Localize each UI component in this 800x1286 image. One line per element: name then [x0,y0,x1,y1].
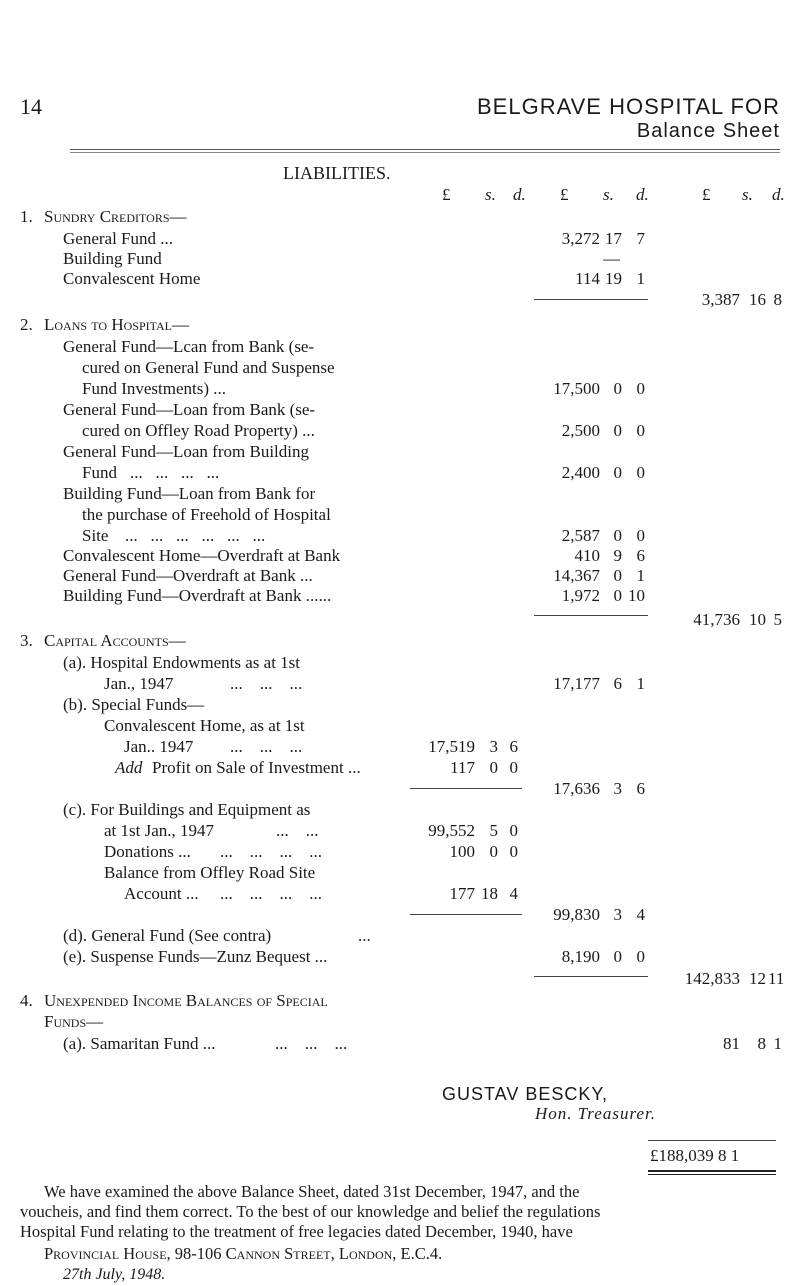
s1-gf-pence: 7 [636,229,645,248]
s2-l5: Convalescent Home—Overdraft at Bank [63,546,341,565]
s3-b-total-pounds: 17,636 [553,779,600,798]
s3-c2-pounds: 99,552 [428,821,475,840]
s1-bf-amount: — [603,249,620,268]
s4-a-pounds: 81 [723,1034,740,1053]
s3-c-subtotal-rule [410,914,522,915]
s2-l3-pounds: 2,400 [561,463,600,482]
s2-l4c: Site [82,526,109,545]
s2-total-shillings: 10 [749,610,766,629]
s1-gf-pounds: 3,272 [561,229,600,248]
s3-subtotal-rule [534,976,648,977]
section2-title: Loans to Hospital— [44,315,189,334]
s3-c2-shillings: 5 [489,821,498,840]
s1-convalescent: Convalescent Home [63,269,201,288]
s2-l4b: the purchase of Freehold of Hospital [82,505,331,524]
s3-b1: (b). Special Funds— [63,695,205,714]
s3-b-total-shillings: 3 [613,779,622,798]
s2-l7: Building Fund—Overdraft at Bank ...... [63,586,332,605]
auditors-line1: We have examined the above Balance Sheet, dated 31st December, 1947, and the [44,1182,580,1201]
s2-l4-pence: 0 [636,526,645,545]
s1-total-pence: 8 [773,290,782,309]
page-title: BELGRAVE HOSPITAL FOR [477,94,780,119]
col3-pound: £ [702,185,711,204]
section4-number: 4. [20,991,33,1010]
section3-title: Capital Accounts— [44,631,186,650]
s3-a-pence: 1 [636,674,645,693]
s3-c5-leader: ... ... ... ... [220,884,322,903]
s2-l1-pounds: 17,500 [553,379,600,398]
header-rule-2 [70,152,780,153]
s3-d-leader: ... [358,926,371,945]
s3-e-pounds: 8,190 [561,947,600,966]
s2-l2b: cured on Offley Road Property) ... [82,421,315,440]
s2-l2-pence: 0 [636,421,645,440]
header-rule [70,149,780,150]
s1-ch-pounds: 114 [575,269,600,288]
s2-l6: General Fund—Overdraft at Bank ... [63,566,313,585]
signature-role: Hon. Treasurer. [535,1104,656,1123]
s3-e: (e). Suspense Funds—Zunz Bequest ... [63,947,328,966]
s2-l7-pounds: 1,972 [561,586,600,605]
s3-c2-pence: 0 [509,821,518,840]
col1-shilling: s. [485,185,496,204]
s2-l3-leader: ... ... ... ... [130,463,220,482]
s1-general-fund: General Fund ... [63,229,174,248]
s3-c4: Balance from Offley Road Site [104,863,316,882]
s1-ch-pence: 1 [636,269,645,288]
s3-a-shillings: 6 [613,674,622,693]
s2-l5-pence: 6 [636,546,645,565]
s4-a-leader: ... ... ... [275,1034,348,1053]
s3-b-subtotal-rule [410,788,522,789]
s3-b3-pounds: 17,519 [428,737,475,756]
s3-b4: Profit on Sale of Investment ... [152,758,361,777]
col2-pound: £ [560,185,569,204]
s2-l4-leader: ... ... ... ... ... ... [125,526,266,545]
s2-l3-shillings: 0 [613,463,622,482]
s3-b4-pounds: 117 [450,758,475,777]
s3-c5-shillings: 18 [481,884,498,903]
s3-c1: (c). For Buildings and Equipment as [63,800,311,819]
s2-l3a: General Fund—Loan from Building [63,442,309,461]
s3-c3-shillings: 0 [489,842,498,861]
col3-shilling: s. [742,185,753,204]
s3-c-total-pounds: 99,830 [553,905,600,924]
s3-b3-leader: ... ... ... [230,737,303,756]
s3-c3: Donations ... [104,842,191,861]
col2-shilling: s. [603,185,614,204]
s2-l6-pence: 1 [636,566,645,585]
section4-title2: Funds— [44,1012,104,1031]
s3-e-pence: 0 [636,947,645,966]
grand-total-double-rule-2 [648,1174,776,1175]
signature-name: GUSTAV BESCKY, [442,1084,609,1104]
grand-total: £188,039 8 1 [650,1146,740,1165]
s3-b4-shillings: 0 [489,758,498,777]
col1-pound: £ [442,185,451,204]
section1-number: 1. [20,207,33,226]
s2-l5-shillings: 9 [613,546,622,565]
s1-building-fund: Building Fund [63,249,162,268]
s3-c3-leader: ... ... ... ... [220,842,322,861]
s1-gf-shillings: 17 [605,229,622,248]
s3-b3-pence: 6 [509,737,518,756]
section3-number: 3. [20,631,33,650]
liabilities-heading: LIABILITIES. [283,163,391,183]
s3-c2: at 1st Jan., 1947 [104,821,215,840]
s3-c5-pounds: 177 [449,884,475,903]
auditors-line2: voucheis, and find them correct. To the best of our knowledge and belief the regulations [20,1202,601,1221]
s3-b-total-pence: 6 [636,779,645,798]
col3-pence: d. [772,185,785,204]
s3-c3-pounds: 100 [449,842,475,861]
s2-l7-shillings: 0 [613,586,622,605]
s3-c-total-pence: 4 [636,905,645,924]
s4-a-shillings: 8 [757,1034,766,1053]
s2-l4-shillings: 0 [613,526,622,545]
s4-a-pence: 1 [773,1034,782,1053]
s3-total-shillings: 12 [749,969,766,988]
s2-total-pence: 5 [773,610,782,629]
section4-title1: Unexpended Income Balances of Special [44,991,328,1010]
s2-l1a: General Fund—Lcan from Bank (se- [63,337,315,356]
s2-l6-shillings: 0 [613,566,622,585]
s2-l3b: Fund [82,463,117,482]
s2-l2a: General Fund—Loan from Bank (se- [63,400,316,419]
s2-l5-pounds: 410 [574,546,600,565]
s2-l4a: Building Fund—Loan from Bank for [63,484,316,503]
s3-c3-pence: 0 [509,842,518,861]
s3-c-total-shillings: 3 [613,905,622,924]
s2-l7-pence: 10 [628,586,645,605]
section1-title: Sundry Creditors— [44,207,187,226]
auditors-line3: Hospital Fund relating to the treatment of free legacies dated December, 1940, have [20,1222,573,1241]
page-subtitle: Balance Sheet [636,120,780,142]
s3-a-pounds: 17,177 [553,674,600,693]
s2-subtotal-rule [534,615,648,616]
page-number: 14 [20,94,42,119]
s3-e-shillings: 0 [613,947,622,966]
s3-c5-pence: 4 [509,884,518,903]
auditors-address: Provincial House, 98-106 Cannon Street, London, E.C.4. [44,1244,443,1263]
s3-b4-add: Add [115,758,143,777]
s3-a2: Jan., 1947 [104,674,174,693]
s3-c2-leader: ... ... [276,821,319,840]
s4-a: (a). Samaritan Fund ... [63,1034,216,1053]
grand-total-top-rule [648,1140,776,1141]
s3-b3: Jan.. 1947 [124,737,194,756]
s2-l4-pounds: 2,587 [561,526,600,545]
s1-total-pounds: 3,387 [701,290,740,309]
s1-total-shillings: 16 [749,290,766,309]
s2-l1c: Fund Investments) ... [82,379,227,398]
s2-l1-shillings: 0 [613,379,622,398]
s3-c5: Account ... [124,884,199,903]
col2-pence: d. [636,185,649,204]
col1-pence: d. [513,185,526,204]
s3-b4-pence: 0 [509,758,518,777]
s2-l1b: cured on General Fund and Suspense [82,358,335,377]
s2-l3-pence: 0 [636,463,645,482]
s3-d: (d). General Fund (See contra) [63,926,272,945]
s2-l2-shillings: 0 [613,421,622,440]
s2-l1-pence: 0 [636,379,645,398]
s2-total-pounds: 41,736 [693,610,740,629]
s1-ch-shillings: 19 [605,269,622,288]
s3-b3-shillings: 3 [489,737,498,756]
section2-number: 2. [20,315,33,334]
s2-l6-pounds: 14,367 [553,566,600,585]
s3-b2: Convalescent Home, as at 1st [104,716,305,735]
s3-total-pence: 11 [768,969,785,988]
s3-total-pounds: 142,833 [684,969,740,988]
s3-a1: (a). Hospital Endowments as at 1st [63,653,301,672]
s1-subtotal-rule [534,299,648,300]
s2-l2-pounds: 2,500 [561,421,600,440]
s3-a2-leader: ... ... ... [230,674,303,693]
auditors-date: 27th July, 1948. [63,1266,166,1283]
grand-total-double-rule-1 [648,1170,776,1172]
